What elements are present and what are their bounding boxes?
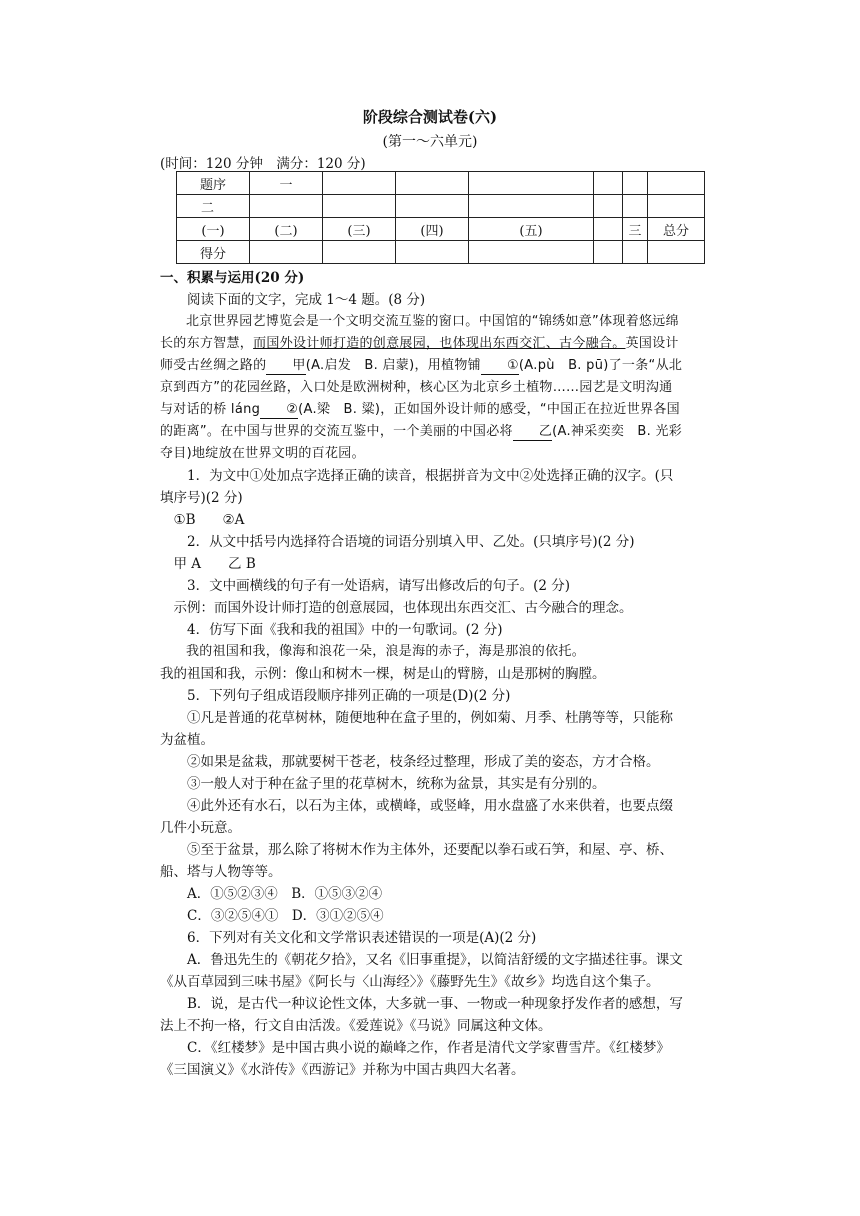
options-cd: C．③②⑤④① D．③①②⑤④ xyxy=(187,908,384,924)
table-cell xyxy=(594,195,623,218)
table-cell xyxy=(396,195,469,218)
answer-1: ①B ②A xyxy=(173,512,245,528)
passage-text: (A.pù B. pū)了一条“从北京到西方”的花园丝路，入口处是欧洲树种，核心区为北京乡土植物……园艺是文明沟通与对话的桥 láng xyxy=(160,358,683,417)
lyric-given: 我的祖国和我，像海和浪花一朵，浪是海的赤子，海是那浪的依托。 xyxy=(186,644,586,659)
reading-intro: 阅读下面的文字，完成 1～4 题。(8 分) xyxy=(187,292,426,308)
option-b: B．说，是古代一种议论性文体，大多就一事、一物或一种现象抒发作者的感想，写法上不拘一格，行文自由活泼。《爱莲说》《马说》同属这种文体。 xyxy=(160,996,683,1034)
exam-body xyxy=(160,267,685,1081)
table-row xyxy=(177,195,705,218)
page-subtitle: (第一～六单元) xyxy=(382,134,478,150)
table-row xyxy=(177,218,705,241)
answer-3: 示例：而国外设计师打造的创意展园，也体现出东西交汇、古今融合的理念。 xyxy=(173,600,633,616)
passage-text: 英国设计师受古丝绸之路的 xyxy=(160,336,679,373)
table-cell: 题序 xyxy=(177,172,250,195)
question-4: 4．仿写下面《我和我的祖国》中的一句歌词。(2 分) xyxy=(187,622,503,638)
table-cell xyxy=(594,241,623,264)
options-ab: A．①⑤②③④ B．①⑤③②④ xyxy=(187,886,383,902)
table-cell xyxy=(623,172,648,195)
answer-2: 甲 A 乙 B xyxy=(173,556,256,572)
table-cell: 得分 xyxy=(177,241,250,264)
table-cell xyxy=(250,195,323,218)
table-cell: (三) xyxy=(323,218,396,241)
score-table xyxy=(176,171,705,264)
question-3: 3．文中画横线的句子有一处语病，请写出修改后的句子。(2 分) xyxy=(187,578,571,594)
table-cell xyxy=(594,172,623,195)
table-cell xyxy=(323,241,396,264)
passage-text: (A.梁 B. 粱)，正如国外设计师的感受，“中国正在拉近世界各国的距离”。在中国与世界的交流互鉴中，一个美丽的中国必将 xyxy=(160,402,680,439)
table-cell xyxy=(469,241,594,264)
table-cell xyxy=(469,195,594,218)
table-cell xyxy=(648,241,705,264)
underlined-sentence: 而国外设计师打造的创意展园，也体现出东西交汇、古今融合。 xyxy=(253,336,626,351)
sentence-1: ①凡是普通的花草树林，随便地种在盒子里的，例如菊、月季、杜鹃等等，只能称为盆植。 xyxy=(160,710,673,748)
passage-text: (A.神采奕奕 B. 光彩夺目)地绽放在世界文明的百花园。 xyxy=(160,424,683,461)
blank-yi: 乙 xyxy=(513,424,552,441)
question-1: 1．为文中①处加点字选择正确的读音，根据拼音为文中②处选择正确的汉字。(只填序号)(2 分) xyxy=(160,468,674,506)
passage-text: (A.启发 B. 启蒙)，用植物铺 xyxy=(305,358,481,373)
table-cell: 一 xyxy=(250,172,323,195)
page-title: 阶段综合测试卷(六) xyxy=(362,108,498,126)
reading-passage xyxy=(160,311,685,465)
table-cell xyxy=(469,172,594,195)
table-cell: (四) xyxy=(396,218,469,241)
blank-2: ② xyxy=(260,402,298,419)
question-2: 2．从文中括号内选择符合语境的词语分别填入甲、乙处。(只填序号)(2 分) xyxy=(187,534,635,550)
table-cell xyxy=(623,195,648,218)
table-cell: (一) xyxy=(177,218,250,241)
time-info: (时间：120 分钟 满分：120 分) xyxy=(160,156,366,172)
table-cell xyxy=(396,241,469,264)
lyric-example: 我的祖国和我，示例：像山和树木一棵，树是山的臂膀，山是那树的胸膛。 xyxy=(160,666,606,682)
table-row xyxy=(177,241,705,264)
table-row xyxy=(177,172,705,195)
table-cell xyxy=(396,172,469,195)
table-cell xyxy=(594,218,623,241)
table-cell: 二 xyxy=(177,195,250,218)
sentence-4: ④此外还有水石，以石为主体，或横峰，或竖峰，用水盘盛了水来供着，也要点缀几件小玩意。 xyxy=(160,798,673,836)
sentence-5: ⑤至于盆景，那么除了将树木作为主体外，还要配以拳石或石笋，和屋、亭、桥、船、塔与人物等等。 xyxy=(160,842,673,880)
table-cell xyxy=(648,195,705,218)
option-c: C．《红楼梦》是中国古典小说的巅峰之作，作者是清代文学家曹雪芹。《红楼梦》《三国演义》《水浒传》《西游记》并称为中国古典四大名著。 xyxy=(160,1040,670,1078)
blank-1: ① xyxy=(481,358,519,375)
sentence-3: ③一般人对于种在盆子里的花草树木，统称为盆景，其实是有分别的。 xyxy=(187,776,606,792)
question-6: 6．下列对有关文化和文学常识表述错误的一项是(A)(2 分) xyxy=(187,930,537,946)
section-heading: 一、积累与运用(20 分) xyxy=(160,270,305,286)
table-cell: 总分 xyxy=(648,218,705,241)
table-cell: 三 xyxy=(623,218,648,241)
table-cell: (二) xyxy=(250,218,323,241)
sentence-2: ②如果是盆栽，那就要树干苍老，枝条经过整理，形成了美的姿态，方才合格。 xyxy=(187,754,660,770)
table-cell xyxy=(250,241,323,264)
table-cell xyxy=(323,195,396,218)
blank-jia: 甲 xyxy=(266,358,305,375)
table-cell xyxy=(323,172,396,195)
option-a: A．鲁迅先生的《朝花夕拾》，又名《旧事重提》，以简洁舒缓的文字描述往事。课文《从百草园到三味书屋》《阿长与〈山海经〉》《藤野先生》《故乡》均选自这个集子。 xyxy=(160,952,683,990)
passage-text: 北京世界园艺博览会是一个文明交流互鉴的窗口。中国馆的“锦绣如意”体现着悠远绵长的东方智慧， xyxy=(160,314,679,351)
table-cell xyxy=(648,172,705,195)
question-5: 5．下列句子组成语段顺序排列正确的一项是(D)(2 分) xyxy=(187,688,511,704)
table-cell: (五) xyxy=(469,218,594,241)
table-cell xyxy=(623,241,648,264)
